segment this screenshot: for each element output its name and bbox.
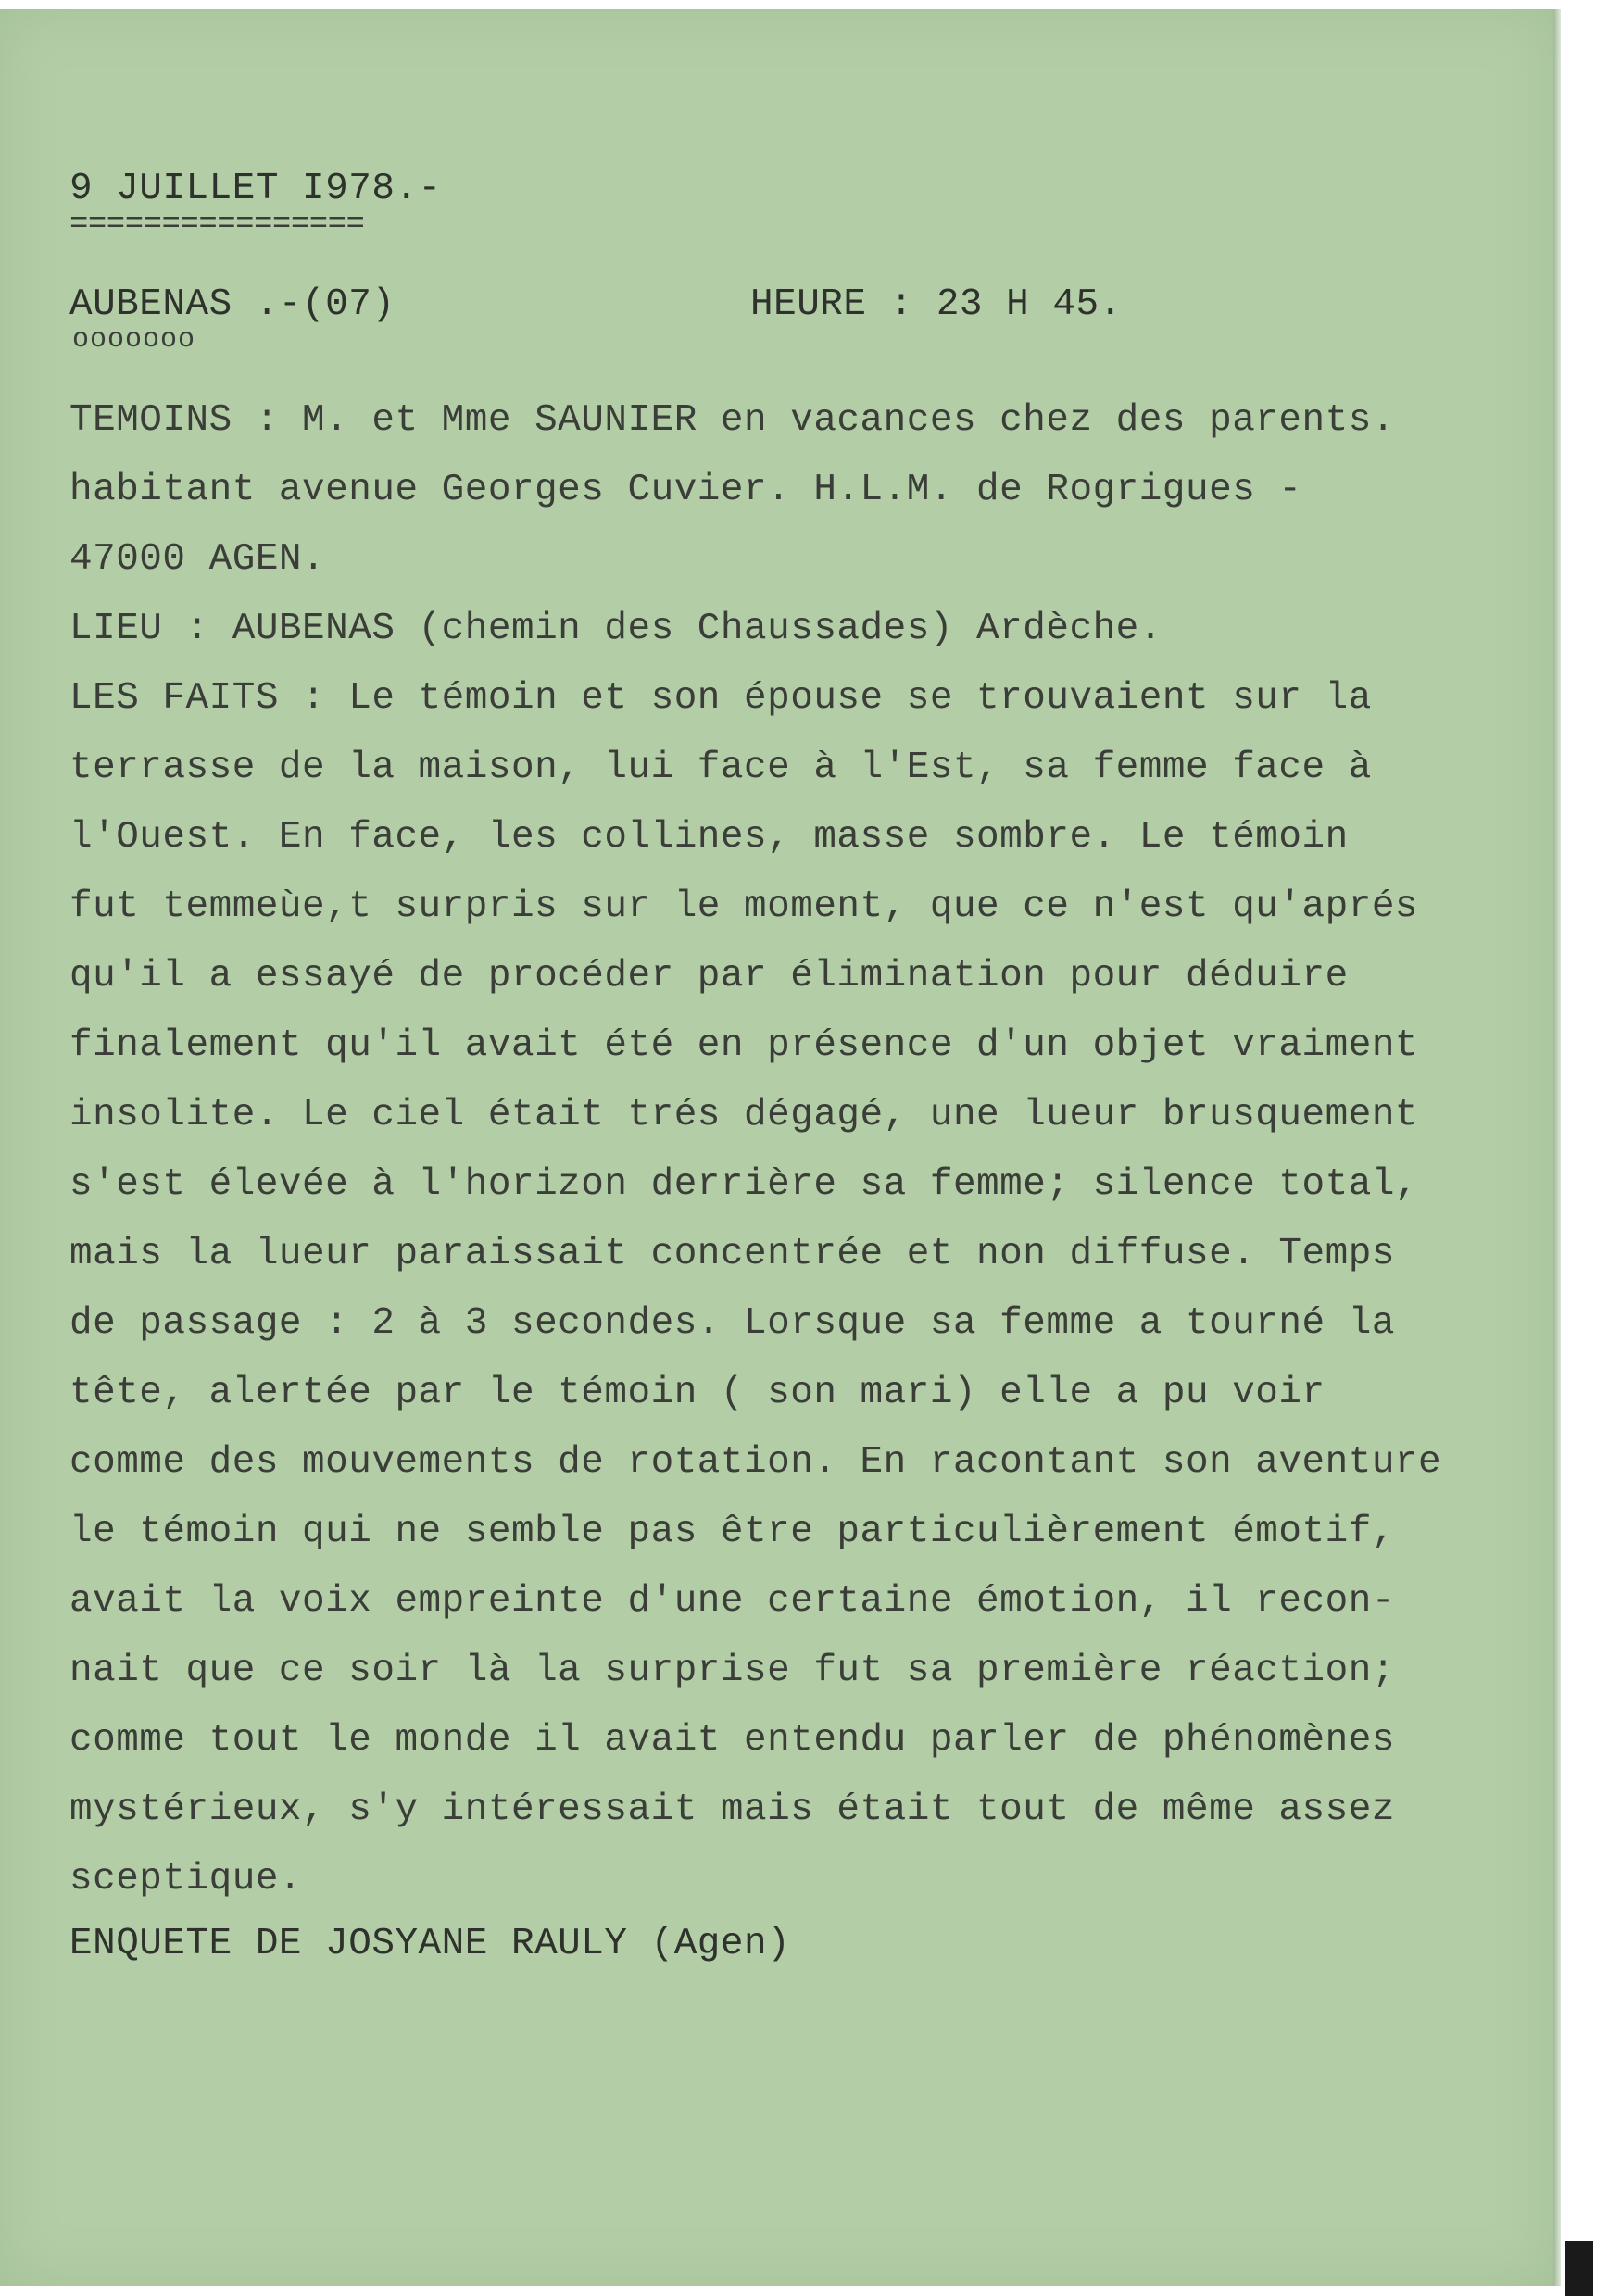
body-line: insolite. Le ciel était trés dégagé, une lueur brusquement (69, 1094, 1419, 1136)
body-line: comme tout le monde il avait entendu parler de phénomènes (69, 1719, 1395, 1762)
body-line: sceptique. (69, 1858, 303, 1901)
body-line: le témoin qui ne semble pas être particulièrement émotif, (69, 1511, 1395, 1553)
body-line: de passage : 2 à 3 secondes. Lorsque sa femme a tourné la (69, 1302, 1395, 1345)
date-underline: ================ (69, 207, 365, 243)
scan-border (1565, 2241, 1593, 2296)
body-line: mystérieux, s'y intéressait mais était tout de même assez (69, 1788, 1395, 1831)
body-line: avait la voix empreinte d'une certaine émotion, il recon- (69, 1580, 1395, 1623)
place-underline: ooooooo (72, 324, 196, 356)
report-place: AUBENAS .-(07) (69, 283, 396, 326)
report-time: HEURE : 23 H 45. (750, 283, 1123, 326)
body-line: l'Ouest. En face, les collines, masse sombre. Le témoin (69, 816, 1349, 859)
body-line: nait que ce soir là la surprise fut sa première réaction; (69, 1650, 1395, 1692)
body-line: fut temmeùe,t surpris sur le moment, que ce n'est qu'aprés (69, 885, 1419, 928)
body-line: tête, alertée par le témoin ( son mari) elle a pu voir (69, 1372, 1326, 1414)
body-line: terrasse de la maison, lui face à l'Est, sa femme face à (69, 747, 1372, 789)
report-date: 9 JUILLET I978.- (69, 168, 442, 210)
body-line: finalement qu'il avait été en présence d'un objet vraiment (69, 1024, 1419, 1067)
body-line: LIEU : AUBENAS (chemin des Chaussades) Ardèche. (69, 608, 1162, 650)
investigation-credit: ENQUETE DE JOSYANE RAULY (Agen) (69, 1923, 791, 1965)
body-line: LES FAITS : Le témoin et son épouse se trouvaient sur la (69, 677, 1372, 720)
body-line: habitant avenue Georges Cuvier. H.L.M. de Rogrigues - (69, 469, 1302, 511)
body-line: s'est élevée à l'horizon derrière sa femme; silence total, (69, 1163, 1419, 1206)
body-line: 47000 AGEN. (69, 538, 326, 581)
paper-edge (1553, 9, 1561, 2286)
body-line: qu'il a essayé de procéder par élimination pour déduire (69, 955, 1349, 997)
body-line: mais la lueur paraissait concentrée et non diffuse. Temps (69, 1233, 1395, 1275)
body-line: comme des mouvements de rotation. En racontant son aventure (69, 1441, 1442, 1484)
body-line: TEMOINS : M. et Mme SAUNIER en vacances chez des parents. (69, 399, 1395, 442)
